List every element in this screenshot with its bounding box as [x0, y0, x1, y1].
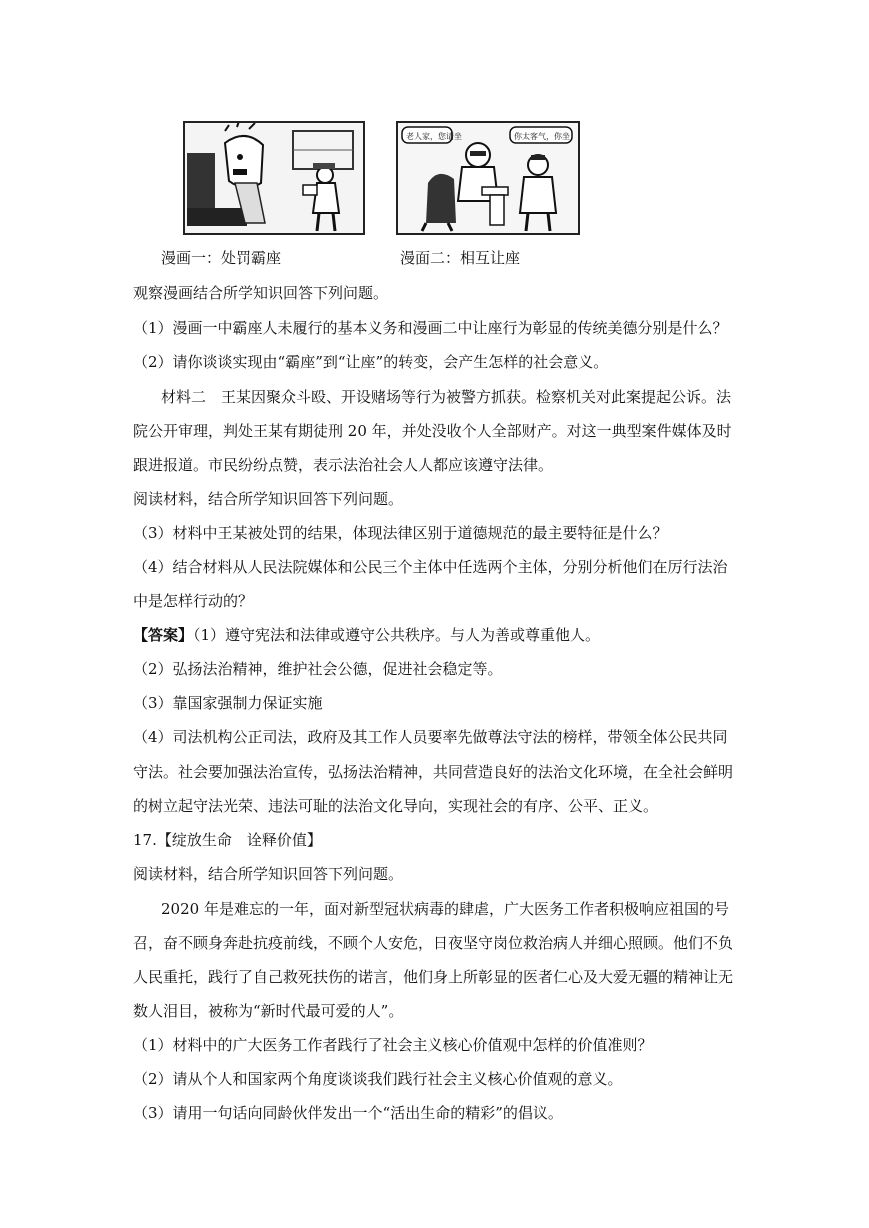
answer-4-line-2: 守法。社会要加强法治宣传，弘扬法治精神，共同营造良好的法治文化环境，在全社会鲜明	[133, 763, 734, 781]
question-4-line-2: 中是怎样行动的？	[133, 592, 254, 610]
answer-label: 【答案】	[133, 626, 194, 644]
question-17-1: （1）材料中的广大医务工作者践行了社会主义核心价值观中怎样的价值准则？	[133, 1036, 653, 1054]
question-3: （3）材料中王某被处罚的结果，体现法律区别于道德规范的最主要特征是什么？	[133, 524, 668, 542]
material-17-line-3: 人民重托，践行了自己救死扶伤的诺言，他们身上所彰显的医者仁心及大爱无疆的精神让无	[133, 968, 734, 986]
answer-4-line-3: 的树立起守法光荣、违法可耻的法治文化导向，实现社会的有序、公平、正义。	[133, 797, 659, 815]
cartoon-2-bubble-left: 老人家，您请坐	[406, 132, 462, 141]
question-17-2: （2）请从个人和国家两个角度谈谈我们践行社会主义核心价值观的意义。	[133, 1070, 623, 1088]
material-2-line-2: 院公开审理，判处王某有期徒刑 20 年，并处没收个人全部财产。对这一典型案件媒体及时	[133, 422, 732, 440]
cartoon-2-bubble-right: 你太客气，你坐	[514, 132, 570, 141]
instruction-read-2: 阅读材料，结合所学知识回答下列问题。	[133, 865, 404, 883]
question-17-3: （3）请用一句话向同龄伙伴发出一个“活出生命的精彩”的倡议。	[133, 1104, 563, 1122]
cartoon-2-caption: 漫面二：相互让座	[400, 249, 521, 267]
question-2: （2）请你谈谈实现由“霸座”到“让座”的转变，会产生怎样的社会意义。	[133, 353, 609, 371]
material-17-line-1: 2020 年是难忘的一年，面对新型冠状病毒的肆虐，广大医务工作者积极响应祖国的号	[161, 900, 729, 918]
cartoon-1-caption: 漫画一：处罚霸座	[161, 249, 282, 267]
material-2-line-1: 材料二 王某因聚众斗殴、开设赌场等行为被警方抓获。检察机关对此案提起公诉。法	[161, 388, 732, 406]
answer-4-line-1: （4）司法机构公正司法，政府及其工作人员要率先做尊法守法的榜样，带领全体公民共同	[133, 728, 728, 746]
instruction-observe: 观察漫画结合所学知识回答下列问题。	[133, 284, 389, 302]
cartoon-2-image	[396, 121, 580, 235]
material-17-line-2: 召，奋不顾身奔赴抗疫前线，不顾个人安危，日夜坚守岗位救治病人并细心照顾。他们不负	[133, 934, 734, 952]
cartoon-1-image	[183, 121, 365, 235]
answer-2: （2）弘扬法治精神，维护社会公德，促进社会稳定等。	[133, 660, 503, 678]
material-17-line-4: 数人泪目，被称为“新时代最可爱的人”。	[133, 1002, 404, 1020]
instruction-read: 阅读材料，结合所学知识回答下列问题。	[133, 490, 404, 508]
answer-3: （3）靠国家强制力保证实施	[133, 694, 323, 712]
question-17-title: 17.【绽放生命 诠释价值】	[133, 831, 322, 849]
question-1: （1）漫画一中霸座人未履行的基本义务和漫画二中让座行为彰显的传统美德分别是什么？	[133, 319, 728, 337]
answer-1: （1）遵守宪法和法律或遵守公共秩序。与人为善或尊重他人。	[193, 626, 601, 644]
question-4-line-1: （4）结合材料从人民法院媒体和公民三个主体中任选两个主体，分别分析他们在厉行法治	[133, 558, 728, 576]
material-2-line-3: 跟进报道。市民纷纷点赞，表示法治社会人人都应该遵守法律。	[133, 456, 554, 474]
answer-line-1	[133, 625, 600, 645]
